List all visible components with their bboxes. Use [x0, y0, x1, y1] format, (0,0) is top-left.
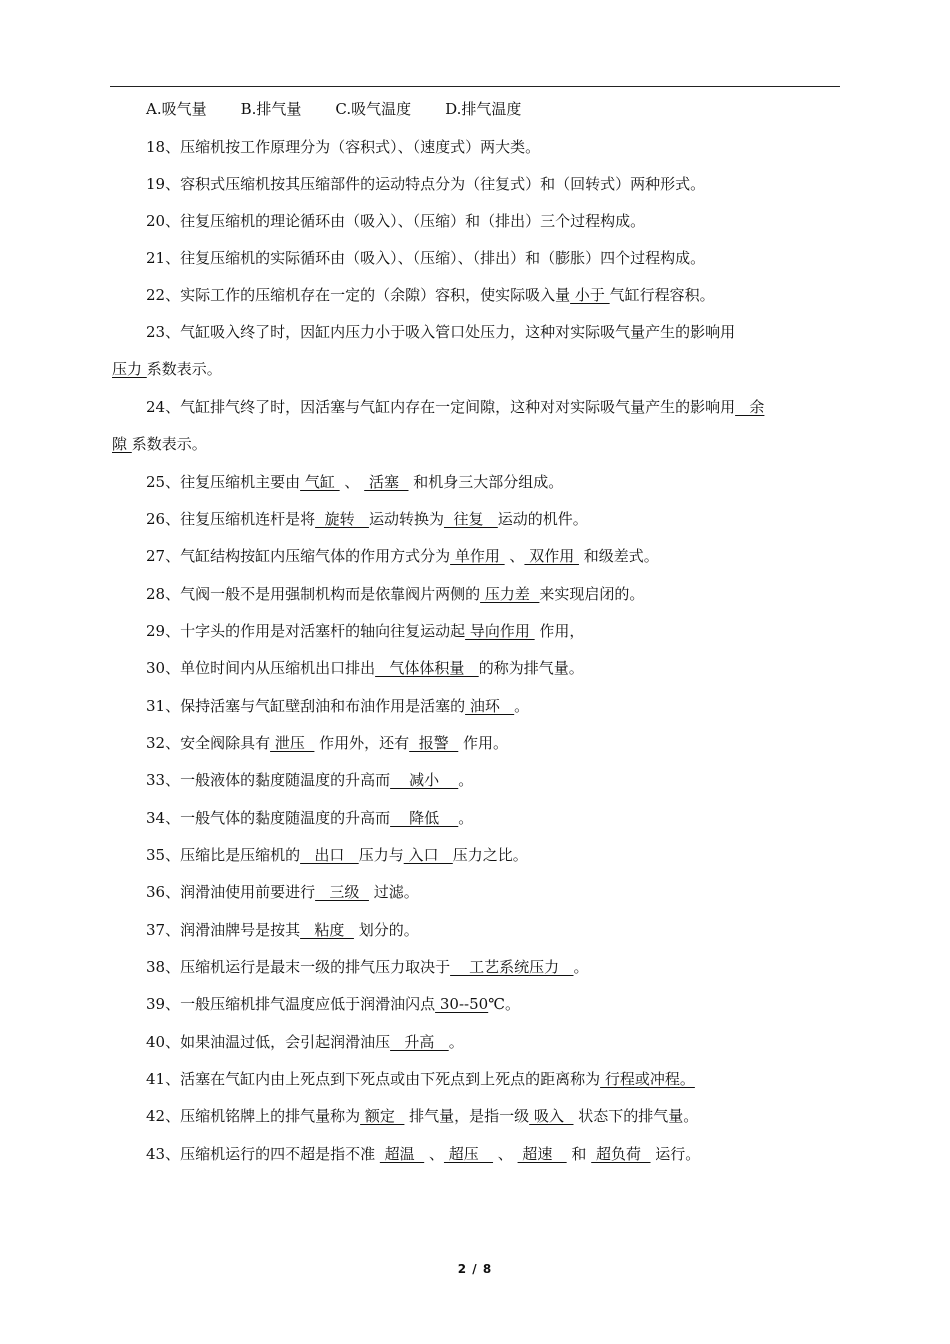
option-c: C.吸气温度 — [335, 100, 412, 118]
header-rule — [110, 86, 840, 87]
question-23-cont: 压力 系数表示。 — [112, 360, 222, 378]
question-18: 18、压缩机按工作原理分为（容积式）、（速度式）两大类。 — [146, 138, 541, 156]
answer-blank: 气缸 — [300, 473, 340, 491]
question-28: 28、气阀一般不是用强制机构而是依靠阀片两侧的 压力差 来实现启闭的。 — [146, 585, 645, 603]
question-33: 33、一般液体的黏度随温度的升高而 减小 。 — [146, 771, 474, 789]
question-35: 35、压缩比是压缩机的 出口 压力与 入口 压力之比。 — [146, 846, 528, 864]
answer-blank: 隙 — [112, 435, 132, 453]
answer-blank: 工艺系统压力 — [450, 958, 574, 976]
question-20: 20、往复压缩机的理论循环由（吸入）、（压缩）和（排出）三个过程构成。 — [146, 212, 646, 230]
option-d: D.排气温度 — [445, 100, 522, 118]
question-31: 31、保持活塞与气缸壁刮油和布油作用是活塞的 油环 。 — [146, 697, 530, 715]
question-27: 27、气缸结构按缸内压缩气体的作用方式分为 单作用 、 双作用 和级差式。 — [146, 547, 659, 565]
answer-blank: 油环 — [465, 697, 515, 715]
answer-blank: 压力 — [112, 360, 147, 378]
question-24-cont: 隙 系数表示。 — [112, 435, 207, 453]
answer-blank: 吸入 — [529, 1107, 574, 1125]
question-41: 41、活塞在气缸内由上死点到下死点或由下死点到上死点的距离称为 行程或冲程。 — [146, 1070, 695, 1088]
answer-blank: 泄压 — [270, 734, 315, 752]
question-34: 34、一般气体的黏度随温度的升高而 降低 。 — [146, 809, 474, 827]
answer-blank: 气体体积量 — [375, 659, 479, 677]
answer-blank: 超温 — [379, 1145, 425, 1163]
answer-blank: 超速 — [517, 1145, 567, 1163]
question-36: 36、润滑油使用前要进行 三级 过滤。 — [146, 883, 419, 901]
question-19: 19、容积式压缩机按其压缩部件的运动特点分为（往复式）和（回转式）两种形式。 — [146, 175, 706, 193]
option-b: B.排气量 — [240, 100, 302, 118]
answer-blank: 导向作用 — [465, 622, 535, 640]
question-39: 39、一般压缩机排气温度应低于润滑油闪点 30--50℃。 — [146, 995, 520, 1013]
answer-blank: 降低 — [390, 809, 459, 827]
question-24: 24、气缸排气终了时，因活塞与气缸内存在一定间隙，这种对对实际吸气量产生的影响用 余 — [146, 398, 765, 416]
answer-blank: 双作用 — [524, 547, 579, 565]
answer-blank: 行程或冲程。 — [600, 1070, 695, 1088]
question-32: 32、安全阀除具有 泄压 作用外，还有 报警 作用。 — [146, 734, 509, 752]
answer-blank: 超负荷 — [591, 1145, 651, 1163]
answer-blank: 余 — [735, 398, 765, 416]
question-38: 38、压缩机运行是最末一级的排气压力取决于 工艺系统压力 。 — [146, 958, 589, 976]
answer-blank: 入口 — [403, 846, 453, 864]
answer-blank: 往复 — [443, 510, 498, 528]
question-37: 37、润滑油牌号是按其 粘度 划分的。 — [146, 921, 419, 939]
answer-blank: 出口 — [300, 846, 359, 864]
question-40: 40、如果油温过低，会引起润滑油压 升高 。 — [146, 1033, 464, 1051]
answer-blank: 旋转 — [315, 510, 369, 528]
question-23: 23、气缸吸入终了时，因缸内压力小于吸入管口处压力，这种对实际吸气量产生的影响用 — [146, 323, 736, 341]
question-22: 22、实际工作的压缩机存在一定的（余隙）容积，使实际吸入量 小于 气缸行程容积。 — [146, 286, 715, 304]
question-21: 21、往复压缩机的实际循环由（吸入）、（压缩）、（排出）和（膨胀）四个过程构成。 — [146, 249, 706, 267]
answer-blank: 三级 — [315, 883, 369, 901]
question-43: 43、压缩机运行的四不超是指不准 超温 、 超压 、 超速 和 超负荷 运行。 — [146, 1145, 701, 1163]
answer-blank: 活塞 — [364, 473, 409, 491]
answer-blank: 小于 — [570, 286, 610, 304]
question-25: 25、往复压缩机主要由 气缸 、 活塞 和机身三大部分组成。 — [146, 473, 564, 491]
question-42: 42、压缩机铭牌上的排气量称为 额定 排气量，是指一级 吸入 状态下的排气量。 — [146, 1107, 699, 1125]
answer-blank: 减小 — [390, 771, 459, 789]
answer-blank: 超压 — [443, 1145, 494, 1163]
answer-blank: 压力差 — [480, 585, 540, 603]
answer-blank: 额定 — [360, 1107, 405, 1125]
question-30: 30、单位时间内从压缩机出口排出 气体体积量 的称为排气量。 — [146, 659, 584, 677]
answer-blank: 报警 — [409, 734, 459, 752]
option-a: A.吸气量 — [146, 100, 207, 118]
question-29: 29、十字头的作用是对活塞杆的轴向往复运动起 导向作用 作用， — [146, 622, 585, 640]
answer-blank: 升高 — [390, 1033, 449, 1051]
answer-blank: 单作用 — [450, 547, 505, 565]
answer-blank: 30--50 — [435, 995, 489, 1013]
page-number: 2 / 8 — [457, 1262, 493, 1276]
question-26: 26、往复压缩机连杆是将 旋转 运动转换为 往复 运动的机件。 — [146, 510, 588, 528]
options-line — [112, 98, 521, 120]
answer-blank: 粘度 — [300, 921, 354, 939]
